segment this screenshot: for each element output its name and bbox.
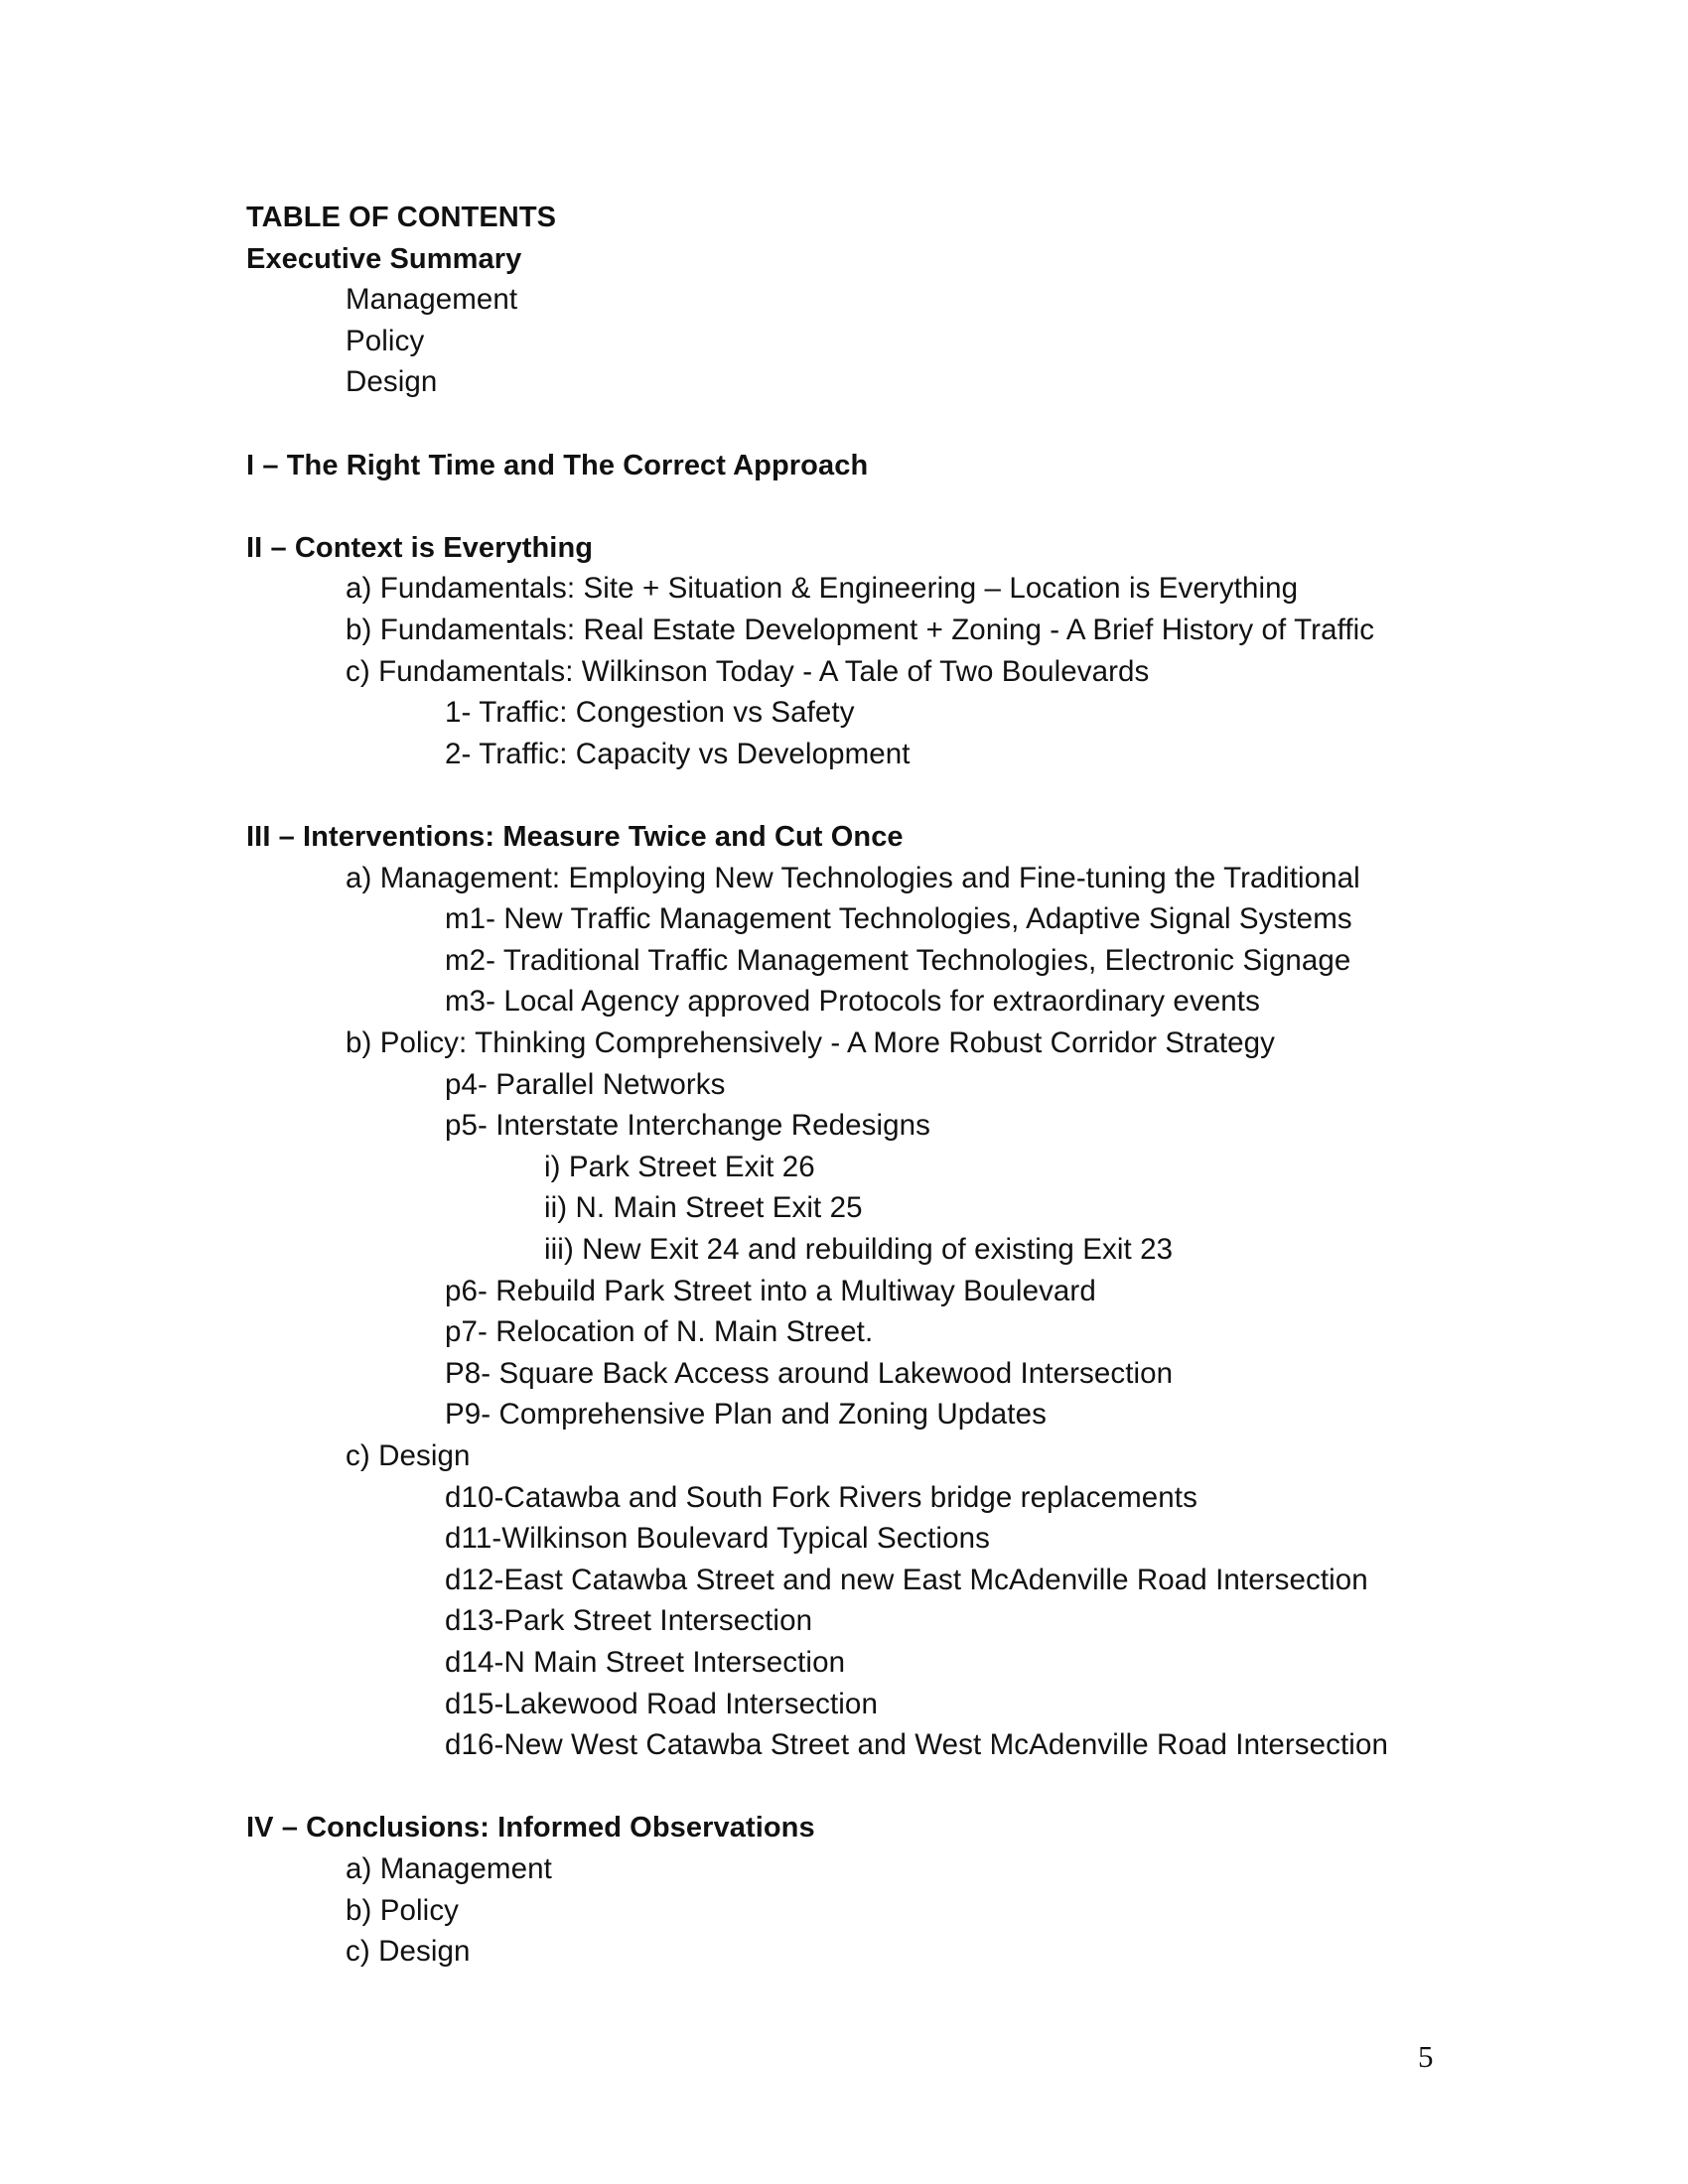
toc-entry: a) Management [346, 1852, 552, 1885]
toc-entry: a) Fundamentals: Site + Situation & Engineering – Location is Everything [346, 572, 1299, 605]
toc-entry: ii) N. Main Street Exit 25 [544, 1191, 863, 1224]
toc-heading: I – The Right Time and The Correct Approach [246, 450, 869, 481]
toc-entry: c) Design [346, 1439, 471, 1472]
toc-heading: III – Interventions: Measure Twice and Cut Once [246, 821, 904, 853]
toc-entry: d10-Catawba and South Fork Rivers bridge replacements [445, 1481, 1197, 1514]
toc-entry: p6- Rebuild Park Street into a Multiway Boulevard [445, 1275, 1096, 1307]
toc-heading: Executive Summary [246, 243, 522, 275]
page-number: 5 [1418, 2039, 1434, 2074]
toc-entry: p5- Interstate Interchange Redesigns [445, 1109, 931, 1142]
toc-entry: m2- Traditional Traffic Management Technologies, Electronic Signage [445, 944, 1351, 977]
toc-entry: m3- Local Agency approved Protocols for extraordinary events [445, 985, 1260, 1018]
toc-entry: d11-Wilkinson Boulevard Typical Sections [445, 1522, 990, 1555]
toc-entry: 2- Traffic: Capacity vs Development [445, 738, 911, 770]
toc-entry: a) Management: Employing New Technologies and Fine-tuning the Traditional [346, 862, 1360, 894]
toc-entry: m1- New Traffic Management Technologies, Adaptive Signal Systems [445, 902, 1352, 935]
toc-entry: p4- Parallel Networks [445, 1068, 726, 1101]
toc-entry: b) Fundamentals: Real Estate Development + Zoning - A Brief History of Traffic [346, 614, 1375, 646]
toc-entry: d15-Lakewood Road Intersection [445, 1688, 878, 1720]
toc-heading: TABLE OF CONTENTS [246, 202, 557, 233]
toc-entry: d12-East Catawba Street and new East McAdenville Road Intersection [445, 1564, 1368, 1596]
toc-entry: Management [346, 283, 518, 316]
toc-entry: d13-Park Street Intersection [445, 1604, 813, 1637]
toc-heading: IV – Conclusions: Informed Observations [246, 1812, 815, 1843]
toc-entry: Policy [346, 325, 425, 357]
toc-entry: Design [346, 365, 438, 398]
toc-entry: i) Park Street Exit 26 [544, 1151, 815, 1183]
toc-entry: b) Policy: Thinking Comprehensively - A More Robust Corridor Strategy [346, 1026, 1275, 1059]
toc-heading: II – Context is Everything [246, 532, 594, 564]
toc-entry: P9- Comprehensive Plan and Zoning Updates [445, 1398, 1047, 1431]
toc-entry: d14-N Main Street Intersection [445, 1646, 846, 1679]
toc-entry: iii) New Exit 24 and rebuilding of existing Exit 23 [544, 1233, 1174, 1266]
toc-entry: b) Policy [346, 1894, 460, 1927]
toc-entry: P8- Square Back Access around Lakewood Intersection [445, 1357, 1174, 1390]
toc-entry: c) Fundamentals: Wilkinson Today - A Tale of Two Boulevards [346, 655, 1150, 688]
toc-entry: p7- Relocation of N. Main Street. [445, 1315, 874, 1348]
toc-entry: c) Design [346, 1935, 471, 1968]
toc-entry: 1- Traffic: Congestion vs Safety [445, 696, 855, 729]
toc-entry: d16-New West Catawba Street and West McAdenville Road Intersection [445, 1728, 1388, 1761]
